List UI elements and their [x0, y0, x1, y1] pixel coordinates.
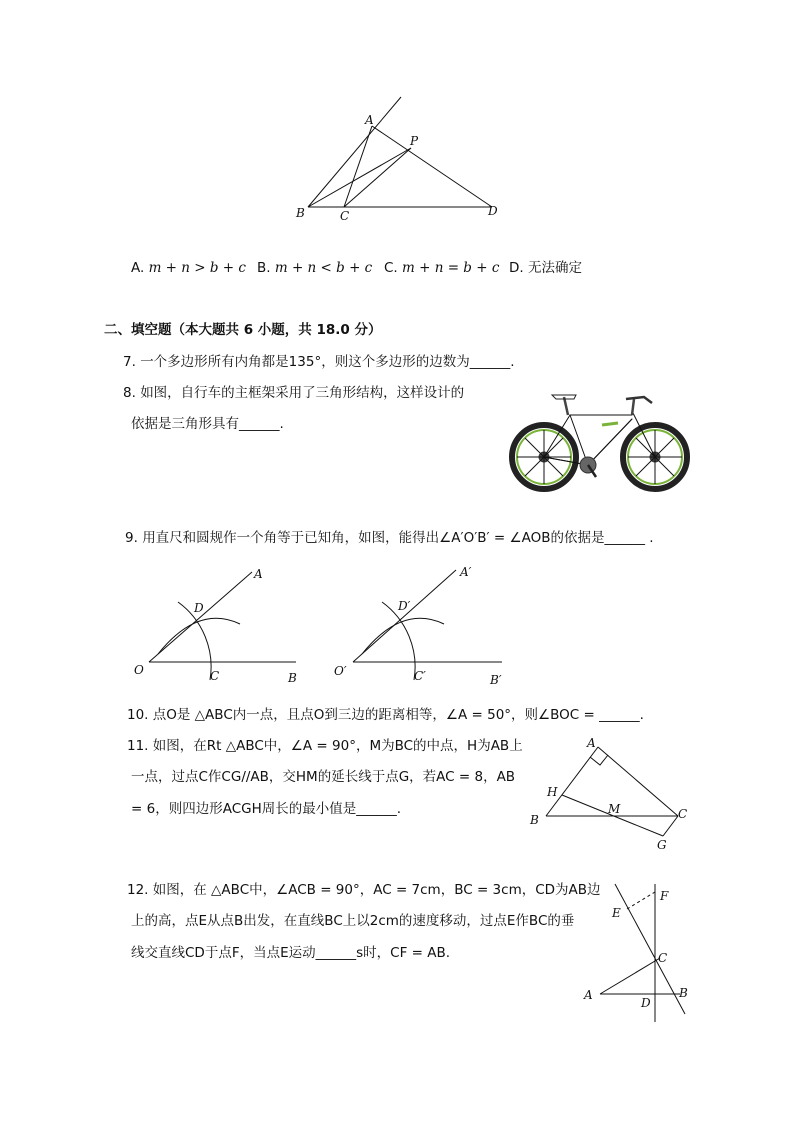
label-c: C: [658, 951, 668, 965]
label-a: A: [254, 567, 263, 581]
label-h: H: [547, 785, 558, 799]
question-8-line1: 8. 如图，自行车的主框架采用了三角形结构，这样设计的: [123, 385, 465, 401]
label-c: C: [210, 669, 220, 683]
ray-oa-prime: [353, 570, 456, 662]
label-a: A: [584, 988, 593, 1002]
line-bp: [308, 148, 411, 207]
label-m: M: [608, 802, 621, 816]
question-8-line2: 依据是三角形具有______.: [131, 416, 284, 432]
segment-ac: [600, 958, 660, 994]
label-b-prime: B′: [490, 673, 502, 687]
label-c-prime: C′: [414, 669, 426, 683]
label-d-prime: D′: [398, 599, 411, 613]
label-c: C: [340, 209, 350, 223]
q6-option-c: C. m + n = b + c: [384, 260, 500, 276]
section-heading: 二、填空题（本大题共 6 小题，共 18.0 分）: [104, 322, 382, 338]
question-7: 7. 一个多边形所有内角都是135°，则这个多边形的边数为______.: [123, 354, 515, 370]
label-d: D: [641, 996, 651, 1010]
bicycle-image: [506, 385, 692, 497]
label-g: G: [657, 838, 667, 852]
q6-option-a: A. m + n > b + c: [131, 260, 246, 276]
question-10: 10. 点O是 △ABC内一点，且点O到三边的距离相等，∠A = 50°，则∠BOC = ______.: [127, 707, 644, 723]
label-b: B: [679, 986, 688, 1000]
line-ba-extended: [308, 97, 401, 207]
label-f: F: [660, 889, 669, 903]
question-9: 9. 用直尺和圆规作一个角等于已知角，如图，能得出∠A′O′B′ = ∠AOB的依据是______ .: [125, 530, 654, 546]
q6-figure: [280, 90, 520, 225]
question-12-line3: 线交直线CD于点F，当点E运动______s时，CF = AB.: [131, 945, 451, 961]
label-b: B: [530, 813, 539, 827]
label-a: A: [365, 113, 374, 127]
q9-figure-right: [332, 558, 517, 690]
label-c: C: [678, 807, 688, 821]
q6-option-b: B. m + n < b + c: [257, 260, 373, 276]
question-11-line3: = 6，则四边形ACGH周长的最小值是______.: [131, 801, 402, 817]
q9-figure-left: [128, 560, 313, 690]
question-11-line2: 一点，过点C作CG//AB，交HM的延长线于点G，若AC = 8，AB: [131, 769, 516, 785]
label-a: A: [587, 736, 596, 750]
question-12-line1: 12. 如图，在 △ABC中，∠ACB = 90°，AC = 7cm，BC = 3cm，CD为AB边: [127, 882, 601, 898]
label-e: E: [612, 906, 621, 920]
right-angle-mark: [590, 755, 608, 765]
segment-ef-dashed: [627, 892, 655, 909]
label-o-prime: O′: [334, 664, 347, 678]
question-11-line1: 11. 如图，在Rt △ABC中，∠A = 90°，M为BC的中点，H为AB上: [127, 738, 523, 754]
label-p: P: [410, 134, 419, 148]
label-d: D: [488, 204, 498, 218]
q6-option-d: D. 无法确定: [509, 260, 582, 276]
segment-cg: [663, 816, 678, 836]
label-d: D: [194, 601, 204, 615]
label-a-prime: A′: [460, 565, 472, 579]
label-b: B: [288, 671, 297, 685]
label-b: B: [296, 206, 305, 220]
arc-large: [382, 602, 415, 680]
q12-figure: [578, 872, 698, 1032]
question-12-line2: 上的高，点E从点B出发，在直线BC上以2cm的速度移动，过点E作BC的垂: [131, 913, 575, 929]
label-o: O: [134, 663, 144, 677]
q11-figure: [526, 735, 696, 855]
ray-oa: [149, 572, 252, 662]
